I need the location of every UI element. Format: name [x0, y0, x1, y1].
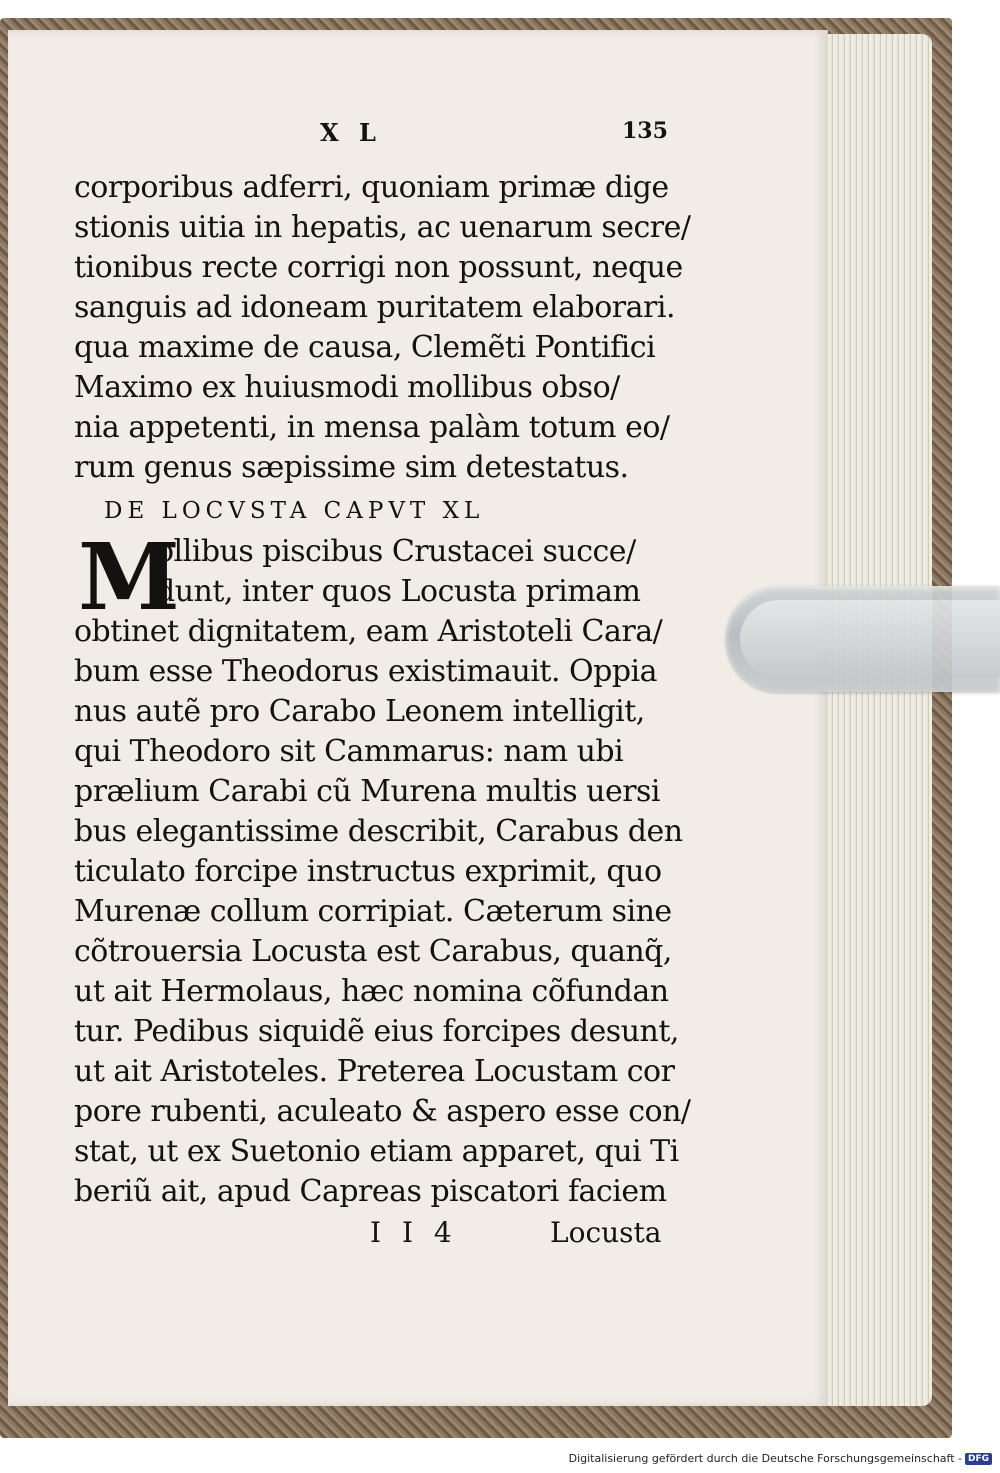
running-head-title: X L — [320, 118, 382, 147]
text-line: ut ait Hermolaus, hæc nomina cõfundan — [74, 974, 669, 1009]
text-line: stat, ut ex Suetonio etiam apparet, qui Ti — [74, 1134, 679, 1169]
text-line: dunt, inter quos Locusta primam — [156, 574, 641, 609]
signature-mark: I I 4 — [370, 1216, 458, 1249]
text-line: ollibus piscibus Crustacei succe/ — [156, 534, 636, 569]
catchword: Locusta — [550, 1216, 662, 1249]
text-line: corporibus adferri, quoniam primæ dige — [74, 170, 669, 205]
text-line: cõtrouersia Locusta est Carabus, quanq̃, — [74, 934, 672, 969]
text-line: bus elegantissime describit, Carabus den — [74, 814, 683, 849]
chapter-heading: DE LOCVSTA CAPVT XL — [104, 498, 485, 524]
text-block — [74, 112, 691, 1254]
drop-initial: M — [78, 523, 180, 631]
text-line: qui Theodoro sit Cammarus: nam ubi — [74, 734, 624, 769]
page-clip — [726, 586, 1000, 692]
text-line: tur. Pedibus siquidẽ eius forcipes desunt, — [74, 1014, 679, 1049]
text-line: pore rubenti, aculeato & aspero esse con/ — [74, 1094, 691, 1129]
page-footer — [74, 1214, 670, 1254]
text-line: tionibus recte corrigi non possunt, neque — [74, 250, 683, 285]
text-line: prælium Carabi cũ Murena multis uersi — [74, 774, 661, 809]
running-head — [74, 112, 670, 168]
text-line: nia appetenti, in mensa palàm totum eo/ — [74, 410, 670, 445]
text-line: nus autẽ pro Carabo Leonem intelligit, — [74, 694, 645, 729]
paragraph-previous-chapter — [74, 168, 691, 488]
text-line: rum genus sæpissime sim detestatus. — [74, 450, 629, 485]
text-line: ticulato forcipe instructus exprimit, quo — [74, 854, 662, 889]
chapter-body — [74, 523, 691, 1212]
text-line: stionis uitia in hepatis, ac uenarum secre/ — [74, 210, 691, 245]
page-clip-highlight — [740, 600, 1000, 678]
text-line: Maximo ex huiusmodi mollibus obso/ — [74, 370, 620, 405]
page-number: 135 — [622, 118, 668, 144]
text-line: bum esse Theodorus existimauit. Oppia — [74, 654, 658, 689]
text-line: ut ait Aristoteles. Preterea Locustam cor — [74, 1054, 675, 1089]
text-line: qua maxime de causa, Clemẽti Pontifici — [74, 330, 656, 365]
page-fore-edge — [812, 34, 932, 1406]
digitization-credit — [569, 1452, 992, 1465]
text-line: sanguis ad idoneam puritatem elaborari. — [74, 290, 675, 325]
text-line: obtinet dignitatem, eam Aristoteli Cara/ — [74, 614, 663, 649]
dfg-logo: DFG — [965, 1453, 992, 1465]
text-line: beriũ ait, apud Capreas piscatori faciem — [74, 1174, 667, 1209]
text-line: Murenæ collum corripiat. Cæterum sine — [74, 894, 672, 929]
credit-text: Digitalisierung gefördert durch die Deutsche Forschungsgemeinschaft - — [568, 1452, 962, 1465]
